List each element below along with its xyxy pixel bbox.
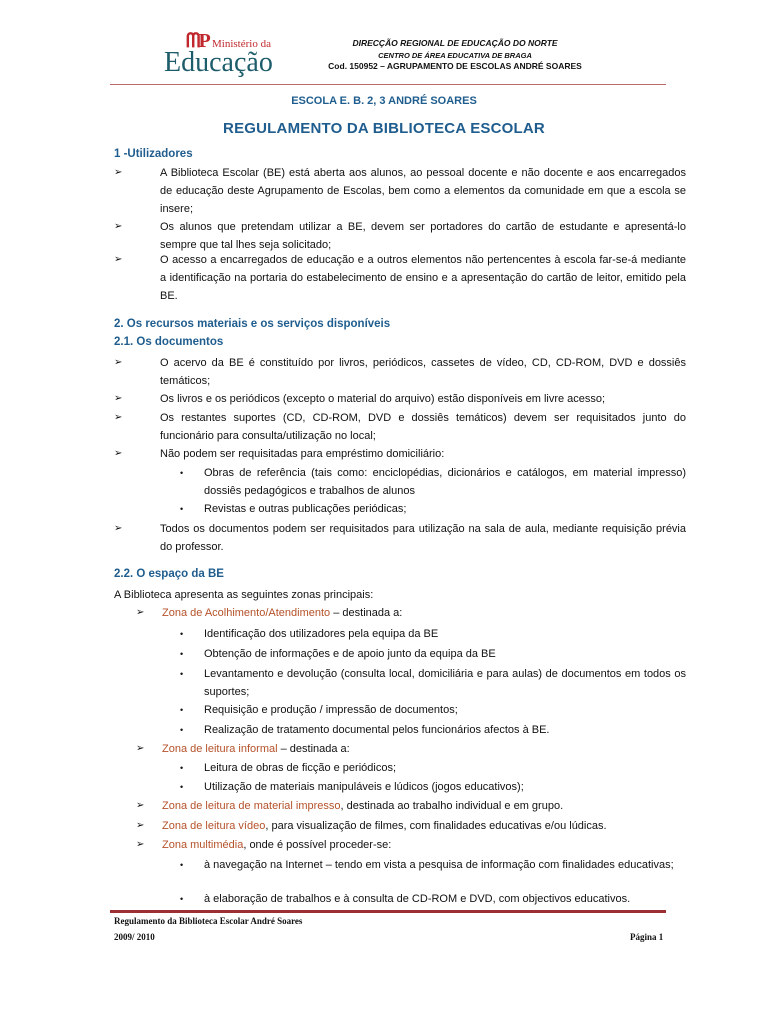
list-item: [114, 890, 686, 908]
arrow-bullet-icon: ➢: [114, 523, 123, 534]
footer-divider: [110, 910, 666, 913]
list-item-text: Os alunos que pretendam utilizar a BE, devem ser portadores do cartão de estudante e apresentá-lo sempre que tal lhes seja solicitado;: [160, 221, 686, 251]
list-item-text: O acesso a encarregados de educação e a outros elementos não pertencentes à escola far-se-á mediante a identificação na portaria do estabelecimento de ensino e a apresentação do cartão de leitor, emitido pela BE.: [160, 254, 686, 302]
list-item: [114, 164, 686, 218]
header-line-2: CENTRO DE ÁREA EDUCATIVA DE BRAGA: [378, 51, 532, 60]
list-item-text: Utilização de materiais manipuláveis e lúdicos (jogos educativos);: [204, 781, 524, 793]
list-item-text: Realização de tratamento documental pelos funcionários afectos à BE.: [204, 724, 550, 736]
list-item-text: Revistas e outras publicações periódicas;: [204, 503, 407, 515]
list-item-text: Os restantes suportes (CD, CD-ROM, DVD e dossiês temáticos) devem ser requisitados junto do funcionário para consulta/utilização no local;: [160, 412, 686, 442]
list-item: [114, 759, 686, 777]
zone-item: [114, 817, 686, 835]
dot-bullet-icon: •: [180, 468, 184, 478]
dot-bullet-icon: •: [180, 504, 184, 514]
zone-description: – destinada a:: [330, 607, 403, 619]
list-item: [114, 856, 686, 892]
list-item-text: Todos os documentos podem ser requisitados para utilização na sala de aula, mediante requisição prévia do professor.: [160, 523, 686, 553]
list-item: [114, 251, 686, 305]
list-item-text: A Biblioteca Escolar (BE) está aberta aos alunos, ao pessoal docente e não docente e aos encarregados de educação deste Agrupamento de Escolas, bem como a elementos da comunidade em que a escola se insere;: [160, 167, 686, 215]
arrow-bullet-icon: ➢: [114, 448, 123, 459]
zone-description: , para visualização de filmes, com finalidades educativas e/ou lúdicas.: [265, 820, 607, 832]
list-item-text: O acervo da BE é constituído por livros, periódicos, cassetes de vídeo, CD, CD-ROM, DVD e dossiês temáticos;: [160, 357, 686, 387]
section-intro: [114, 586, 686, 604]
list-item-text: Não podem ser requisitadas para empréstimo domiciliário:: [160, 448, 445, 460]
arrow-bullet-icon: ➢: [114, 357, 123, 368]
logo-ministry-text: Ministério da: [212, 38, 271, 50]
section-2-1-heading: 2.1. Os documentos: [114, 336, 224, 348]
list-item-text: Leitura de obras de ficção e periódicos;: [204, 762, 397, 774]
list-item: [114, 665, 686, 701]
dot-bullet-icon: •: [180, 782, 184, 792]
arrow-bullet-icon: ➢: [114, 254, 123, 265]
list-item: [114, 721, 686, 739]
section-1-heading: 1 -Utilizadores: [114, 148, 193, 160]
list-item: [114, 409, 686, 445]
zone-name: Zona de leitura de material impresso: [162, 800, 341, 812]
footer-doc-title: Regulamento da Biblioteca Escolar André Soares: [114, 916, 303, 926]
list-item: [114, 645, 686, 663]
dot-bullet-icon: •: [180, 860, 184, 870]
list-item: [114, 778, 686, 796]
arrow-bullet-icon: ➢: [136, 839, 145, 850]
arrow-bullet-icon: ➢: [114, 393, 123, 404]
section-2-heading: 2. Os recursos materiais e os serviços disponíveis: [114, 318, 391, 330]
dot-bullet-icon: •: [180, 894, 184, 904]
dot-bullet-icon: •: [180, 763, 184, 773]
header-line-3: Cod. 150952 – AGRUPAMENTO DE ESCOLAS ANDRÉ SOARES: [328, 61, 582, 71]
ministry-logo: [150, 30, 280, 80]
footer-page-number: Página 1: [630, 932, 664, 942]
list-item: [114, 701, 686, 719]
list-item-text: à elaboração de trabalhos e à consulta de CD-ROM e DVD, com objectivos educativos.: [204, 893, 631, 905]
list-item: [114, 625, 686, 643]
dot-bullet-icon: •: [180, 669, 184, 679]
list-item-text: Obras de referência (tais como: enciclopédias, dicionários e catálogos, em material impresso) dossiês pedagógicos e trabalhos de alunos: [204, 467, 686, 497]
list-item: [114, 218, 686, 254]
header-line-1: DIRECÇÃO REGIONAL DE EDUCAÇÃO DO NORTE: [352, 38, 558, 48]
zone-item: [114, 740, 686, 758]
zone-description: , onde é possível proceder-se:: [243, 839, 392, 851]
zone-name: Zona de Acolhimento/Atendimento: [162, 607, 331, 619]
list-item-text: Levantamento e devolução (consulta local, domiciliária e para aulas) de documentos em todos os suportes;: [204, 668, 686, 698]
list-item-text: Os livros e os periódicos (excepto o material do arquivo) estão disponíveis em livre acesso;: [160, 393, 606, 405]
zone-description: – destinada a:: [277, 743, 350, 755]
list-item: [114, 390, 686, 408]
page-title: REGULAMENTO DA BIBLIOTECA ESCOLAR: [223, 120, 545, 137]
school-name: ESCOLA E. B. 2, 3 ANDRÉ SOARES: [291, 95, 477, 107]
list-item-text: Obtenção de informações e de apoio junto da equipa da BE: [204, 648, 496, 660]
zone-name: Zona de leitura vídeo: [162, 820, 266, 832]
arrow-bullet-icon: ➢: [114, 167, 123, 178]
arrow-bullet-icon: ➢: [114, 412, 123, 423]
arrow-bullet-icon: ➢: [114, 221, 123, 232]
zone-item: [114, 836, 686, 854]
logo-education-text: Educação: [164, 47, 273, 78]
list-item: [114, 464, 686, 500]
intro-text: A Biblioteca apresenta as seguintes zonas principais:: [114, 589, 374, 601]
list-item-text: à navegação na Internet – tendo em vista a pesquisa de informação com finalidades educativas;: [204, 859, 674, 871]
zone-name: Zona de leitura informal: [162, 743, 278, 755]
list-item-text: Requisição e produção / impressão de documentos;: [204, 704, 458, 716]
zone-name: Zona multimédia: [162, 839, 244, 851]
header-divider: [110, 84, 666, 85]
logo-mark: ᗰP: [186, 30, 209, 52]
dot-bullet-icon: •: [180, 649, 184, 659]
arrow-bullet-icon: ➢: [136, 743, 145, 754]
dot-bullet-icon: •: [180, 705, 184, 715]
list-item: [114, 354, 686, 390]
zone-item: [114, 797, 686, 815]
zone-item: [114, 604, 686, 622]
list-item: [114, 520, 686, 556]
list-item-text: Identificação dos utilizadores pela equipa da BE: [204, 628, 439, 640]
arrow-bullet-icon: ➢: [136, 800, 145, 811]
dot-bullet-icon: •: [180, 629, 184, 639]
list-item: [114, 445, 686, 463]
footer-year: 2009/ 2010: [114, 932, 155, 942]
zone-description: , destinada ao trabalho individual e em grupo.: [340, 800, 564, 812]
section-2-2-heading: 2.2. O espaço da BE: [114, 568, 224, 580]
dot-bullet-icon: •: [180, 725, 184, 735]
list-item: [114, 500, 686, 518]
arrow-bullet-icon: ➢: [136, 820, 145, 831]
arrow-bullet-icon: ➢: [136, 607, 145, 618]
